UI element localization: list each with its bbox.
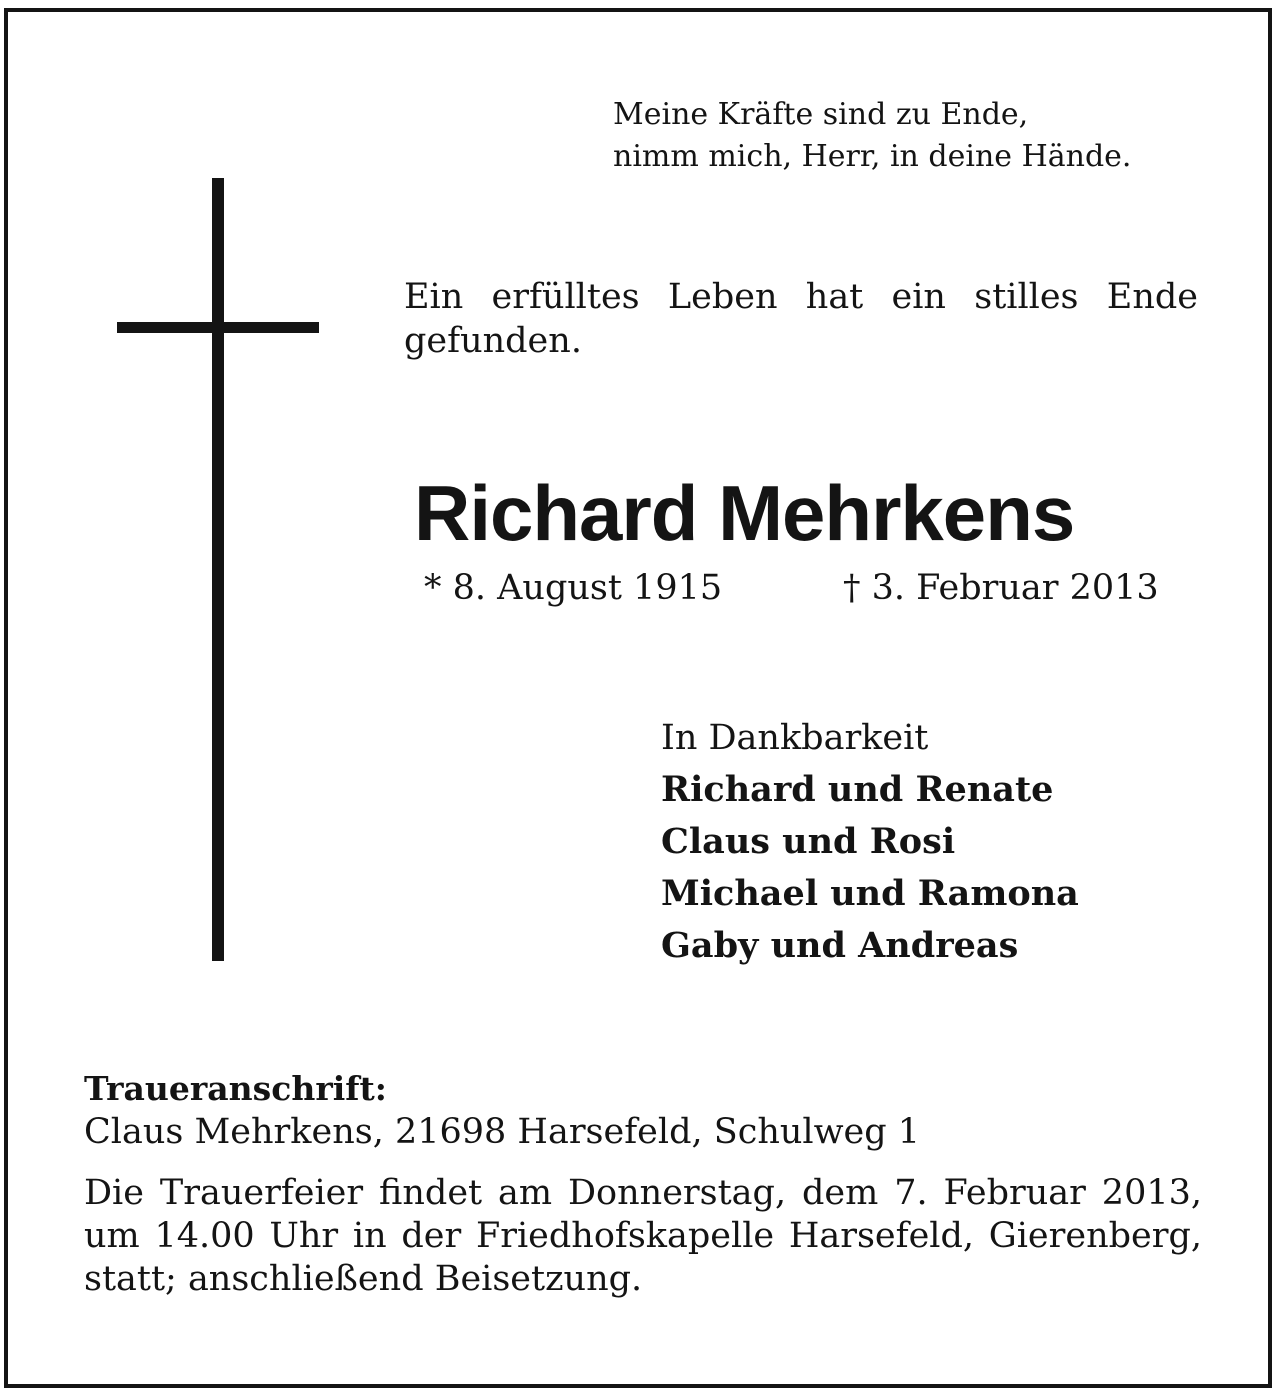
motto-line-1: Meine Kräfte sind zu Ende, bbox=[613, 97, 1029, 132]
motto-line-2: nimm mich, Herr, in deine Hände. bbox=[613, 139, 1132, 174]
intro-text: Ein erfülltes Leben hat ein stilles Ende gefunden. bbox=[404, 277, 1198, 361]
address-heading: Traueranschrift: bbox=[84, 1069, 387, 1108]
mourners-block bbox=[661, 712, 1079, 972]
deceased-name: Richard Mehrkens bbox=[414, 469, 1075, 557]
address-text: Claus Mehrkens, 21698 Harsefeld, Schulweg 1 bbox=[84, 1112, 921, 1152]
cross-vertical-bar bbox=[212, 178, 224, 961]
cross-horizontal-bar bbox=[117, 322, 319, 333]
service-details: Die Trauerfeier findet am Donnerstag, dem 7. Februar 2013, um 14.00 Uhr in der Friedhofskapelle Harsefeld, Gierenberg, statt; anschließend Beisetzung. bbox=[84, 1173, 1202, 1299]
birth-date: * 8. August 1915 bbox=[424, 568, 723, 608]
mourner-name: Gaby und Andreas bbox=[661, 925, 1019, 966]
death-date: † 3. Februar 2013 bbox=[843, 568, 1159, 608]
mourner-name: Michael und Ramona bbox=[661, 873, 1079, 914]
mourner-name: Claus und Rosi bbox=[661, 821, 956, 862]
mourner-name: Richard und Renate bbox=[661, 769, 1054, 810]
mourners-lead: In Dankbarkeit bbox=[661, 718, 929, 758]
motto-verse bbox=[613, 94, 1131, 178]
